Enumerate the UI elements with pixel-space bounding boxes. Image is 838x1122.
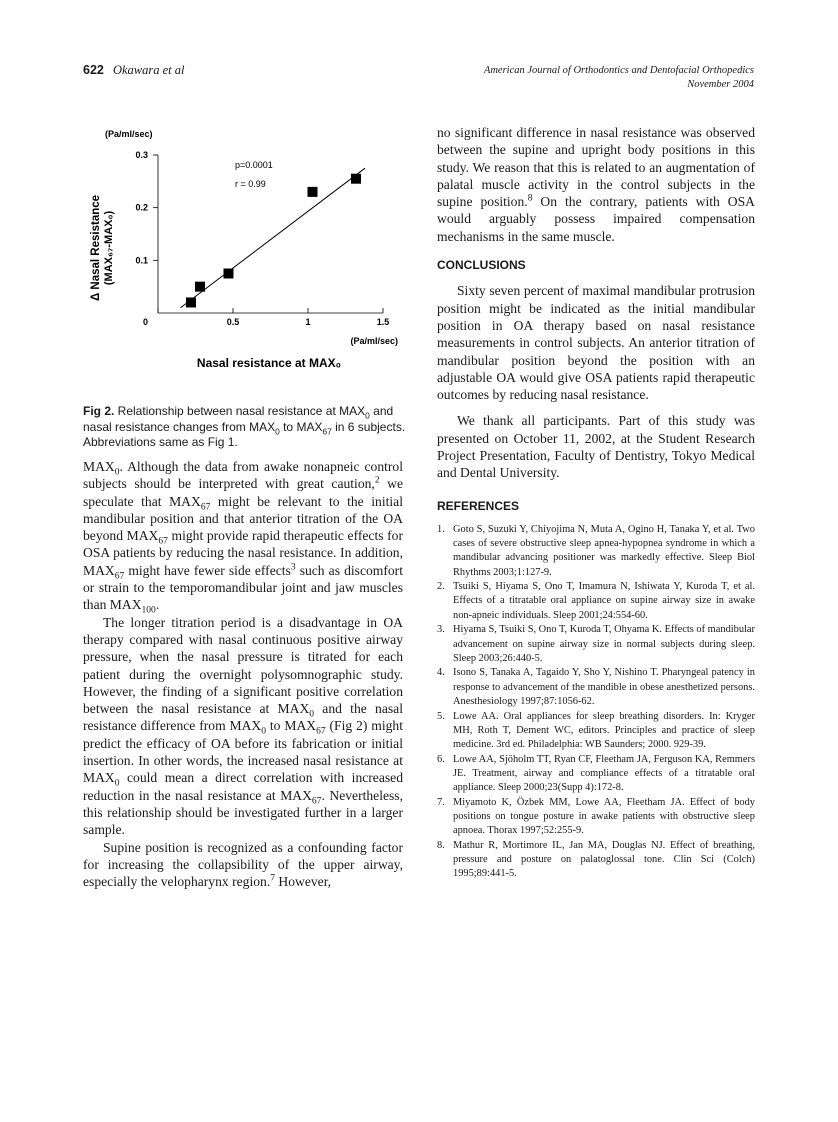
reference-item: 4. Isono S, Tanaka A, Tagaido Y, Sho Y, Nishino T. Pharyngeal patency in response to advancement of the mandible in obese anesthetized persons. Anesthesiology 1997;87:1056-62. [437,667,755,707]
x-tick-label: 0.5 [226,317,240,327]
body-paragraph: The longer titration period is a disadvantage in OA therapy compared with nasal continuous positive airway pressure, when the nasal pressure is titrated for each patient during the overnight polysomnographic study. However, the finding of a significant positive correlation between the nasal resistance at $MAX_0$ and the nasal resistance difference from $MAX_0$ to $MAX_{67}$ (Fig 2) might predict the efficacy of OA before its fabrication or initial insertion. In other words, the increased nasal resistance at $MAX_0$ could mean a direct correlation with increased reduction in the nasal resistance at $MAX_{67}$. Nevertheless, this relationship should be investigated further in a larger sample. [83,614,403,838]
figure-caption: Fig 2. Relationship between nasal resistance at $MAX_0$ and nasal resistance changes from $MAX_0$ to $MAX_{67}$ in 6 subjects. Abbreviations same as Fig 1. [83,404,406,449]
conclusions-paragraph: Sixty seven percent of maximal mandibular protrusion position might be indicated as the initial mandibular position in OA therapy based on nasal resistance measurements in control subjects. An anterior titration of mandibular position beyond the position with an adjustable OA would give OSA patients rapid therapeutic outcomes by reducing nasal resistance. [437,283,755,403]
x-tick-label: 1 [305,317,311,327]
y-tick-label: 0.1 [135,255,148,266]
data-point [308,187,318,197]
running-header-left [83,63,185,78]
x-axis-title: Nasal resistance at MAX₀ [196,356,342,370]
r-value-annotation: r = 0.99 [235,179,266,189]
reference-item: 6. Lowe AA, Sjöholm TT, Ryan CF, Fleetham JA, Ferguson KA, Remmers JE. Treatment, airway and compliance effects of a titratable oral appliance. Sleep 2000;23(Supp 4):172-8. [437,753,755,794]
body-paragraph: $MAX_0$. Although the data from awake nonapneic control subjects should be interpreted with great caution,$^2$ we speculate that $MAX_{67}$ might be relevant to the initial mandibular position and that anterior titration of the OA beyond $MAX_{67}$ might provide rapid therapeutic effects for OSA patients by reducing the nasal resistance. In addition, $MAX_{67}$ might have fewer side effects$^3$ such as discomfort or strain to the temporomandibular joint and jaw muscles than $MAX_{100}$. [83,459,404,617]
issue-date: November 2004 [687,79,754,90]
x-tick-label: 1.5 [376,317,390,327]
y-tick-label: 0.2 [135,202,148,213]
right-column [437,124,755,882]
x-tick-label: 0 [142,317,148,327]
journal-name: American Journal of Orthodontics and Dentofacial Orthopedics [483,65,754,76]
data-point [351,174,361,184]
body-paragraph: Supine position is recognized as a confounding factor for increasing the collapsibility of the upper airway, especially the velopharynx region.$^7$ However, [83,839,403,890]
page-number: 622 [83,63,104,77]
y-axis-title: Δ Nasal Resistance [90,194,102,302]
reference-item: 8. Mathur R, Mortimore IL, Jan MA, Douglas NJ. Effect of breathing, pressure and posture on palatoglossal tone. Clin Sci (Colch) 1995;89:441-5. [437,839,755,880]
left-column [83,458,403,890]
acknowledgment-paragraph: We thank all participants. Part of this study was presented on October 11, 2002, at the Student Research Project Presentation, Faculty of Dentistry, Tokyo Medical and Dental University. [437,413,755,481]
reference-item: 1. Goto S, Suzuki Y, Chiyojima N, Muta A, Ogino H, Tanaka Y, et al. Two cases of severe obstructive sleep apnea-hypopnea syndrome in which a mandibular advancing positioner was markedly effective. Sleep Biol Rhythms 2003;1:127-9. [437,523,755,578]
reference-item: 3. Hiyama S, Tsuiki S, Ono T, Kuroda T, Ohyama K. Effects of mandibular advancement on supine airway size in normal subjects during sleep. Sleep 2003;26:440-5. [437,624,755,664]
scatter-chart [83,125,403,375]
y-axis-subtitle: (MAX₆₇-MAX₀) [103,210,115,286]
figure-label: Fig 2. [83,404,115,418]
references-heading: REFERENCES [437,498,520,513]
figure-2 [83,125,403,375]
y-tick-label: 0.3 [135,150,148,160]
body-paragraph: no significant difference in nasal resistance was observed between the supine and upright body positions in this study. We reason that this is related to an augmentation of palatal muscle activity in the control subjects in the supine position.$^8$ On the contrary, patients with OSA would arguably possess impaired compensation mechanisms in the same muscle. [437,125,755,244]
running-authors: Okawara et al [112,63,185,77]
y-unit-label: (Pa/ml/sec) [105,129,153,139]
p-value-annotation: p=0.0001 [235,160,273,170]
data-point [186,297,196,307]
data-point [224,269,234,279]
reference-item: 2. Tsuiki S, Hiyama S, Ono T, Imamura N, Ishiwata Y, Kuroda T, et al. Effects of a titratable oral appliance on supine airway size in awake non-apneic individuals. Sleep 2001;24:554-60. [437,581,755,621]
x-unit-label: (Pa/ml/sec) [350,336,398,346]
reference-list [437,523,755,882]
reference-item: 5. Lowe AA. Oral appliances for sleep breathing disorders. In: Kryger MH, Roth T, Dement WC, editors. Principles and practice of sleep medicine. 3rd ed. Philadelphia: WB Saunders; 2000. 929-39. [437,710,755,750]
running-header-right [394,64,754,92]
reference-item: 7. Miyamoto K, Özbek MM, Lowe AA, Fleetham JA. Effect of body positions on tongue posture in awake patients with obstructive sleep apnoea. Thorax 1997;52:255-9. [437,796,755,837]
regression-line [181,168,366,308]
data-point [195,282,205,292]
conclusions-heading: CONCLUSIONS [437,258,526,273]
